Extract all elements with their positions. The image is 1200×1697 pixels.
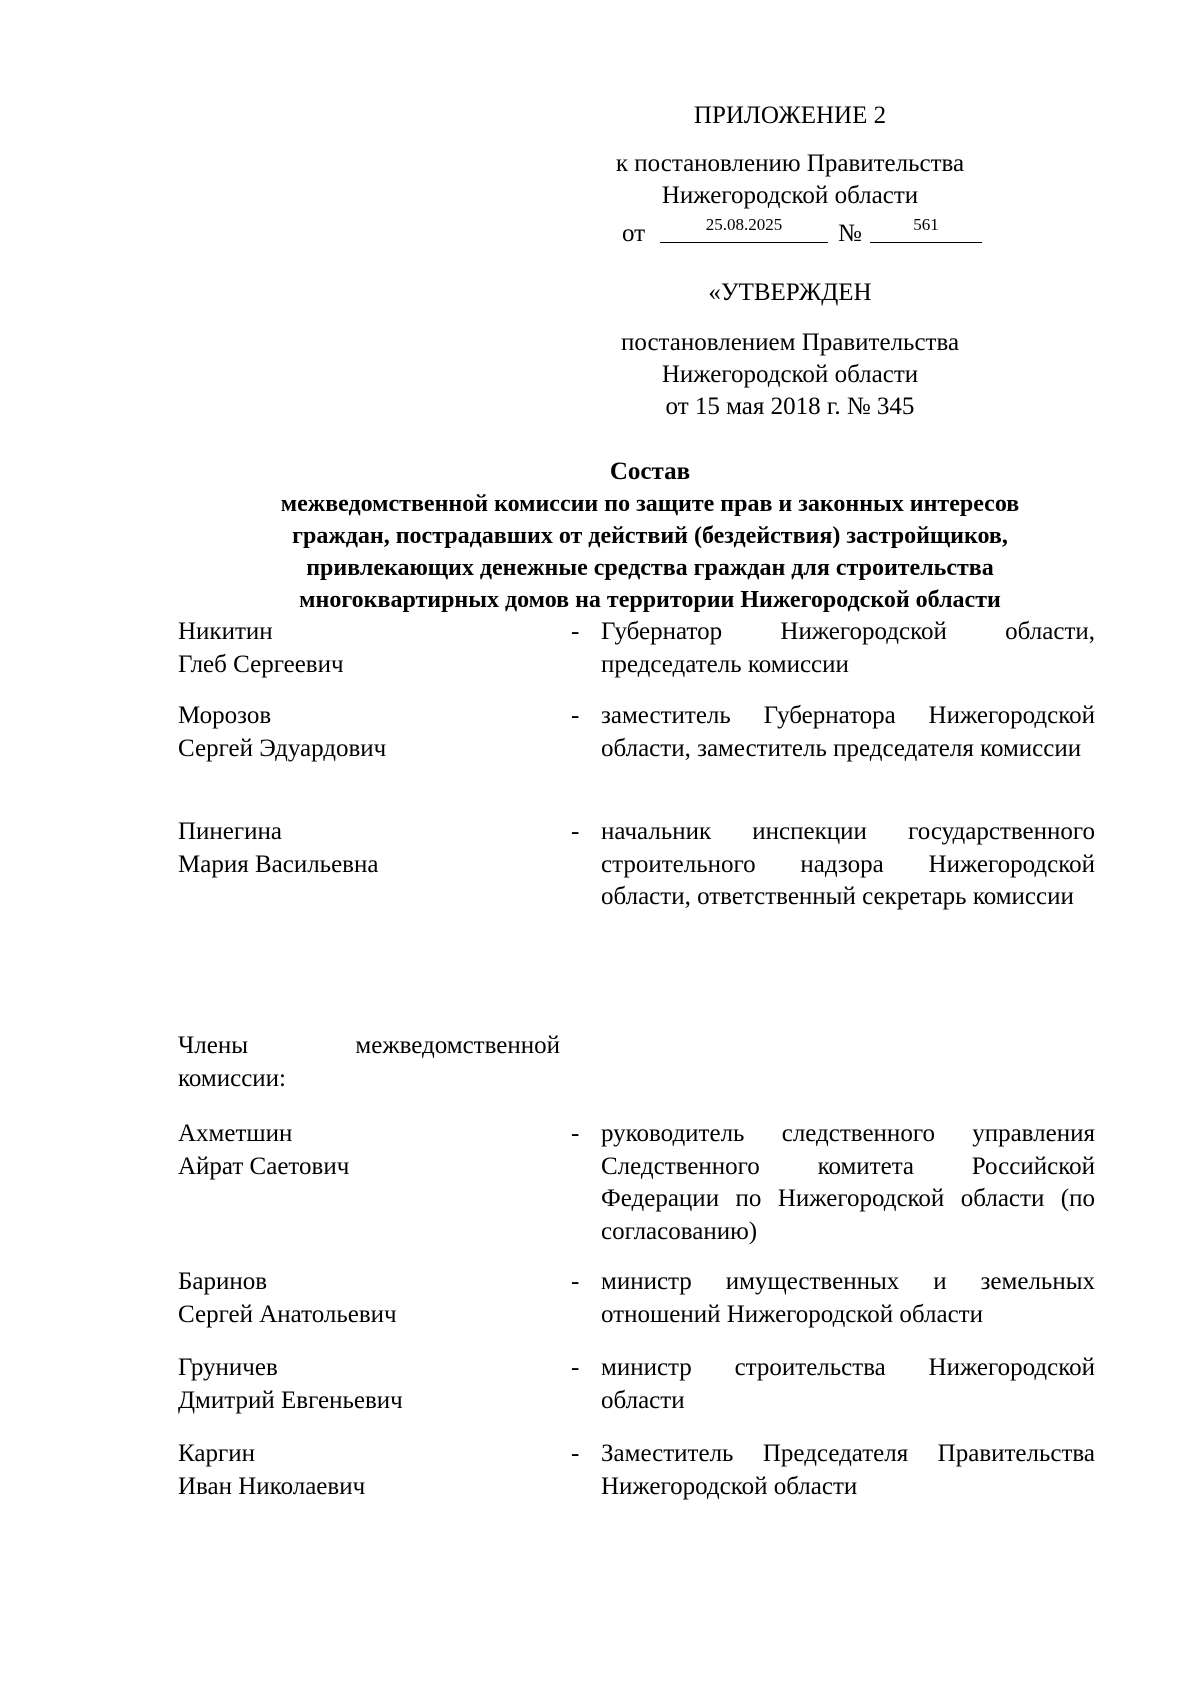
member-surname: Баринов [178,1268,268,1295]
member-surname: Никитин [178,618,273,645]
dash-separator: - [571,1268,580,1295]
member-surname: Каргин [178,1440,255,1467]
title-main: Состав [609,458,691,485]
appendix-region-line: Нижегородской области [661,182,919,209]
member-given-name: Иван Николаевич [178,1472,366,1500]
member-surname: Морозов [178,702,272,729]
decree-date-field: 25.08.2025 [660,214,828,243]
title-line-3: привлекающих денежные средства граждан для строительства [306,555,994,581]
approved-date-line: от 15 мая 2018 г. № 345 [665,393,915,420]
member-role: министр имущественных и земельных отношений Нижегородской области [601,1268,1095,1328]
member-name [178,1438,558,1503]
dash-separator: - [571,1440,580,1467]
member-given-name: Мария Васильевна [178,850,379,878]
member-name [178,700,558,765]
appendix-title: ПРИЛОЖЕНИЕ 2 [693,102,887,129]
member-name [178,1118,558,1183]
member-role: руководитель следственного управления Следственного комитета Российской Федерации по Нижегородской области (по согласованию) [601,1120,1095,1245]
dash-separator: - [571,1354,580,1381]
dash-separator: - [571,818,580,845]
approved-by-line: постановлением Правительства [620,329,960,356]
member-role: Губернатор Нижегородской области, председатель комиссии [601,618,1095,678]
member-surname: Груничев [178,1354,278,1381]
member-given-name: Дмитрий Евгеньевич [178,1386,403,1414]
member-role: министр строительства Нижегородской области [601,1354,1095,1414]
member-name [178,1266,558,1331]
document-title [160,456,1140,616]
member-role: начальник инспекции государственного строительного надзора Нижегородской области, ответственный секретарь комиссии [601,818,1095,910]
member-surname: Ахметшин [178,1120,293,1147]
appendix-date-number-line [622,212,982,246]
member-role: Заместитель Председателя Правительства Нижегородской области [601,1440,1095,1500]
member-given-name: Айрат Саетович [178,1152,350,1180]
dash-separator: - [571,1120,580,1147]
date-prefix: от [622,220,646,247]
dash-separator: - [571,702,580,729]
member-role: заместитель Губернатора Нижегородской области, заместитель председателя комиссии [601,702,1095,762]
member-surname: Пинегина [178,818,283,845]
members-heading: Члены межведомственной комиссии: [178,1032,560,1092]
member-given-name: Глеб Сергеевич [178,650,344,678]
member-name [178,616,558,681]
title-line-4: многоквартирных домов на территории Нижегородской области [299,587,1001,613]
decree-number-field: 561 [870,214,982,243]
dash-separator: - [571,618,580,645]
member-given-name: Сергей Эдуардович [178,734,387,762]
title-line-1: межведомственной комиссии по защите прав и законных интересов [280,491,1020,517]
member-name [178,1352,558,1417]
member-given-name: Сергей Анатольевич [178,1300,397,1328]
approved-stamp-text: «УТВЕРЖДЕН [708,279,872,306]
number-sign: № [838,220,862,247]
member-name [178,816,558,881]
appendix-decree-line: к постановлению Правительства [615,150,965,177]
title-line-2: граждан, пострадавших от действий (бездействия) застройщиков, [292,523,1008,549]
approved-region-line: Нижегородской области [661,361,919,388]
